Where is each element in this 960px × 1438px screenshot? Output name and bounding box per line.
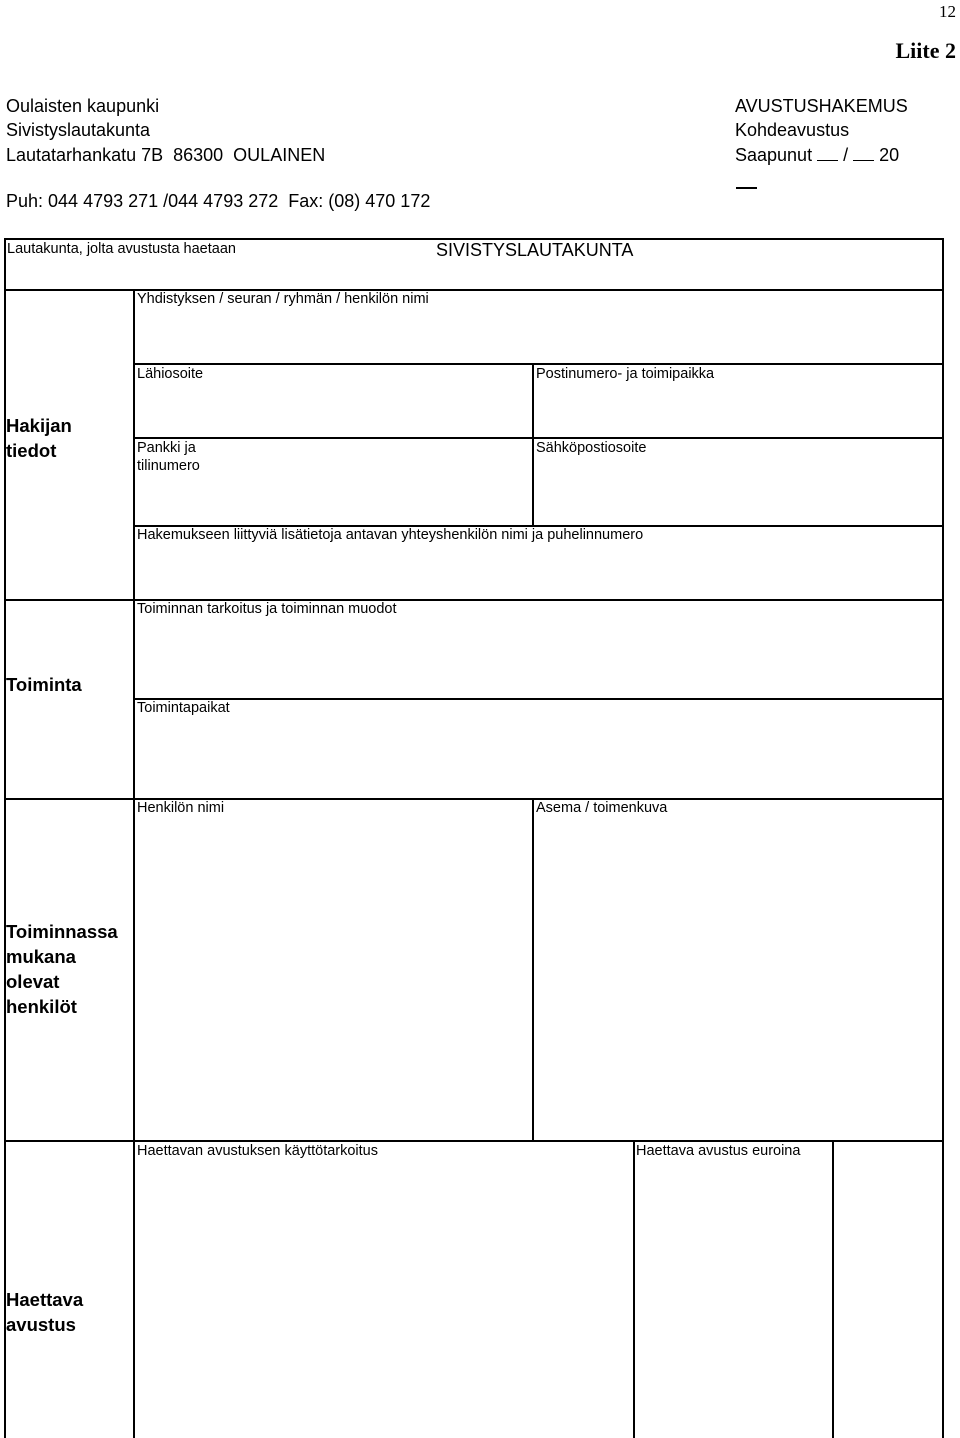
bank-account-field[interactable]: Pankki ja tilinumero	[137, 440, 200, 474]
activity-section-heading: Toiminta	[6, 674, 82, 695]
organization-contact: Puh: 044 4793 271 /044 4793 272 Fax: (08) 470 172	[6, 191, 431, 211]
street-address-field[interactable]: Lähiosoite	[137, 366, 204, 382]
email-field[interactable]: Sähköpostiosoite	[536, 440, 647, 456]
received-year-prefix: 20	[879, 145, 900, 165]
organization-name: Oulaisten kaupunki	[6, 96, 160, 116]
received-month-blank[interactable]	[853, 144, 874, 161]
page-number: 12	[939, 2, 956, 21]
contact-person-field[interactable]: Hakemukseen liittyviä lisätietoja antavan yhteyshenkilön nimi ja puhelinnumero	[137, 527, 644, 543]
board-row-value: SIVISTYSLAUTAKUNTA	[436, 240, 634, 260]
applicant-section-heading: Hakijan tiedot	[6, 415, 72, 461]
activity-purpose-field[interactable]: Toiminnan tarkoitus ja toiminnan muodot	[137, 601, 397, 617]
received-year-blank[interactable]	[736, 187, 757, 189]
grant-amount-field[interactable]: Haettava avustus euroina	[636, 1143, 801, 1159]
applicant-name-field[interactable]: Yhdistyksen / seuran / ryhmän / henkilön nimi	[137, 291, 429, 307]
received-date	[735, 143, 899, 167]
form-title: AVUSTUSHAKEMUS	[735, 96, 908, 116]
organization-board: Sivistyslautakunta	[6, 120, 151, 140]
postal-code-field[interactable]: Postinumero- ja toimipaikka	[536, 366, 715, 382]
received-day-blank[interactable]	[817, 144, 838, 161]
persons-section-heading: Toiminnassa mukana olevat henkilöt	[6, 921, 118, 1017]
person-role-field[interactable]: Asema / toimenkuva	[536, 800, 668, 816]
appendix-label: Liite 2	[895, 38, 956, 63]
received-separator: /	[843, 145, 849, 165]
activity-places-field[interactable]: Toimintapaikat	[137, 700, 230, 716]
organization-address: Lautatarhankatu 7B 86300 OULAINEN	[6, 145, 326, 165]
grant-section-heading: Haettava avustus	[6, 1289, 84, 1335]
received-label: Saapunut	[735, 145, 813, 165]
form-type: Kohdeavustus	[735, 120, 850, 140]
board-row-label: Lautakunta, jolta avustusta haetaan	[7, 241, 236, 257]
grant-purpose-field[interactable]: Haettavan avustuksen käyttötarkoitus	[137, 1143, 378, 1159]
person-name-field[interactable]: Henkilön nimi	[137, 800, 225, 816]
